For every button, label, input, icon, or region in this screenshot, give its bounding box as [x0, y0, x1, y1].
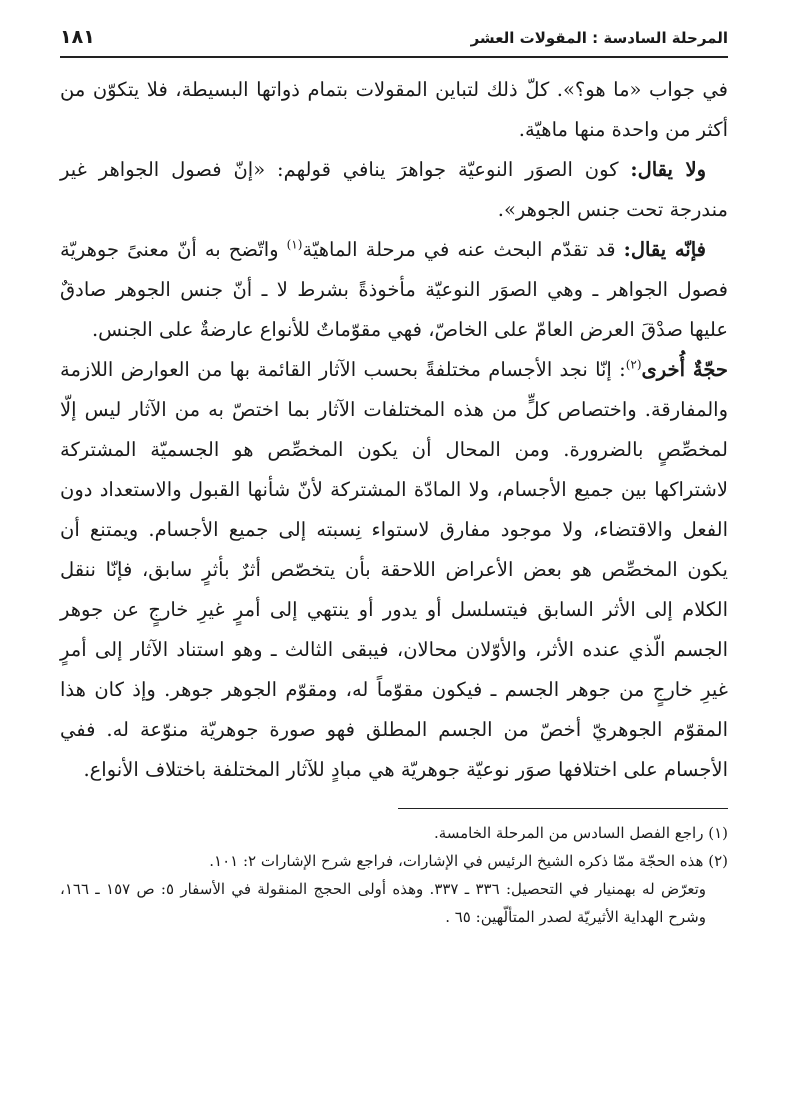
footnote-ref-1: (١): [286, 237, 303, 252]
footnote-divider: [398, 808, 728, 809]
footnote-ref-2: (٢): [625, 357, 642, 372]
page-number: ١٨١: [60, 26, 95, 48]
paragraph-4-lead: حجّةٌ أُخرى: [641, 358, 728, 381]
paragraph-3-text-b: واتّضح به أنّ معنىً جوهريّة فصول الجواهر ـ وهي الصوَر النوعيّة مأخوذةً بشرط لا ـ أنّ جنس الجوهر صادقٌ عليها صدْقَ العرض العامّ على الخاصّ، فهي مقوّماتٌ للأنواع عارضةٌ على الجنس.: [60, 238, 728, 341]
chapter-title: المرحلة السادسة : المقولات العشر: [470, 29, 728, 47]
paragraph-3: [60, 230, 728, 350]
paragraph-3-text-a: قد تقدّم البحث عنه في مرحلة الماهيّة: [302, 238, 624, 261]
paragraph-2: [60, 150, 728, 230]
paragraph-1: في جواب «ما هو؟». كلّ ذلك لتباين المقولات بتمام ذواتها البسيطة، فلا يتكوّن من أكثر من واحدة منها ماهيّة.: [60, 78, 728, 141]
paragraph-2-lead: ولا يقال:: [630, 158, 706, 181]
document-page: [60, 26, 728, 931]
main-text: [60, 70, 728, 790]
footnote-2-line-2: وتعرّض له بهمنيار في التحصيل: ٣٣٦ ـ ٣٣٧. وهذه أولى الحجج المنقولة في الأسفار ٥: ص ١٥٧ ـ ١٦٦، وشرح الهداية الأثيريّة لصدر المتألّهين: ٦٥ .: [60, 880, 707, 926]
footnotes: [60, 819, 728, 931]
footnote-2-line-1: (٢) هذه الحجّة ممّا ذكره الشيخ الرئيس في الإشارات، فراجع شرح الإشارات ٢: ١٠١.: [209, 852, 728, 870]
paragraph-2-text: كون الصوَر النوعيّة جواهرَ ينافي قولهم: «إنّ فصول الجواهر غير مندرجة تحت جنس الجوهر».: [60, 158, 728, 221]
running-header: [60, 26, 728, 58]
footnote-1: (١) راجع الفصل السادس من المرحلة الخامسة.: [433, 824, 728, 842]
paragraph-4-text: : إنّا نجد الأجسام مختلفةً بحسب الآثار القائمة بها من العوارض اللازمة والمفارقة. واختصاص كلٍّ من هذه المختلفات الآثار بما اختصّ به من الآثار ليس إلّا لمخصِّصٍ بالضرورة. ومن المحال أن يكون المخصِّص هو الجسميّة المشتركة لاشتراكها بين جميع الأجسام، ولا المادّة المشتركة لأنّ شأنها القبول والاستعداد دون الفعل والاقتضاء، ولا موجود مفارق لاستواء نِسبته إلى جميع الأجسام. ويمتنع أن يكون المخصِّص هو بعض الأعراض اللاحقة بأن يتخصّص أثرٌ بأثرٍ سابق، فإنّا ننقل الكلام إلى الأثر السابق فيتسلسل أو يدور أو ينتهي إلى أمرٍ غيرِ خارجٍ عن جوهر الجسم الّذي عنده الأثر، والأوّلان محالان، فيبقى الثالث ـ وهو استناد الآثار إلى أمرٍ غيرِ خارجٍ من جوهر الجسم ـ فيكون مقوّماً له، ومقوّم الجوهر جوهر. وإذ كان هذا المقوّم الجوهريّ أخصّ من الجسم المطلق فهو صورة جوهريّة منوّعة له. ففي الأجسام على اختلافها صوَر نوعيّة جوهريّة هي مبادٍ للآثار المختلفة باختلاف الأنواع.: [60, 358, 728, 781]
paragraph-3-lead: فإنّه يقال:: [623, 238, 706, 261]
paragraph-4: [60, 350, 728, 790]
